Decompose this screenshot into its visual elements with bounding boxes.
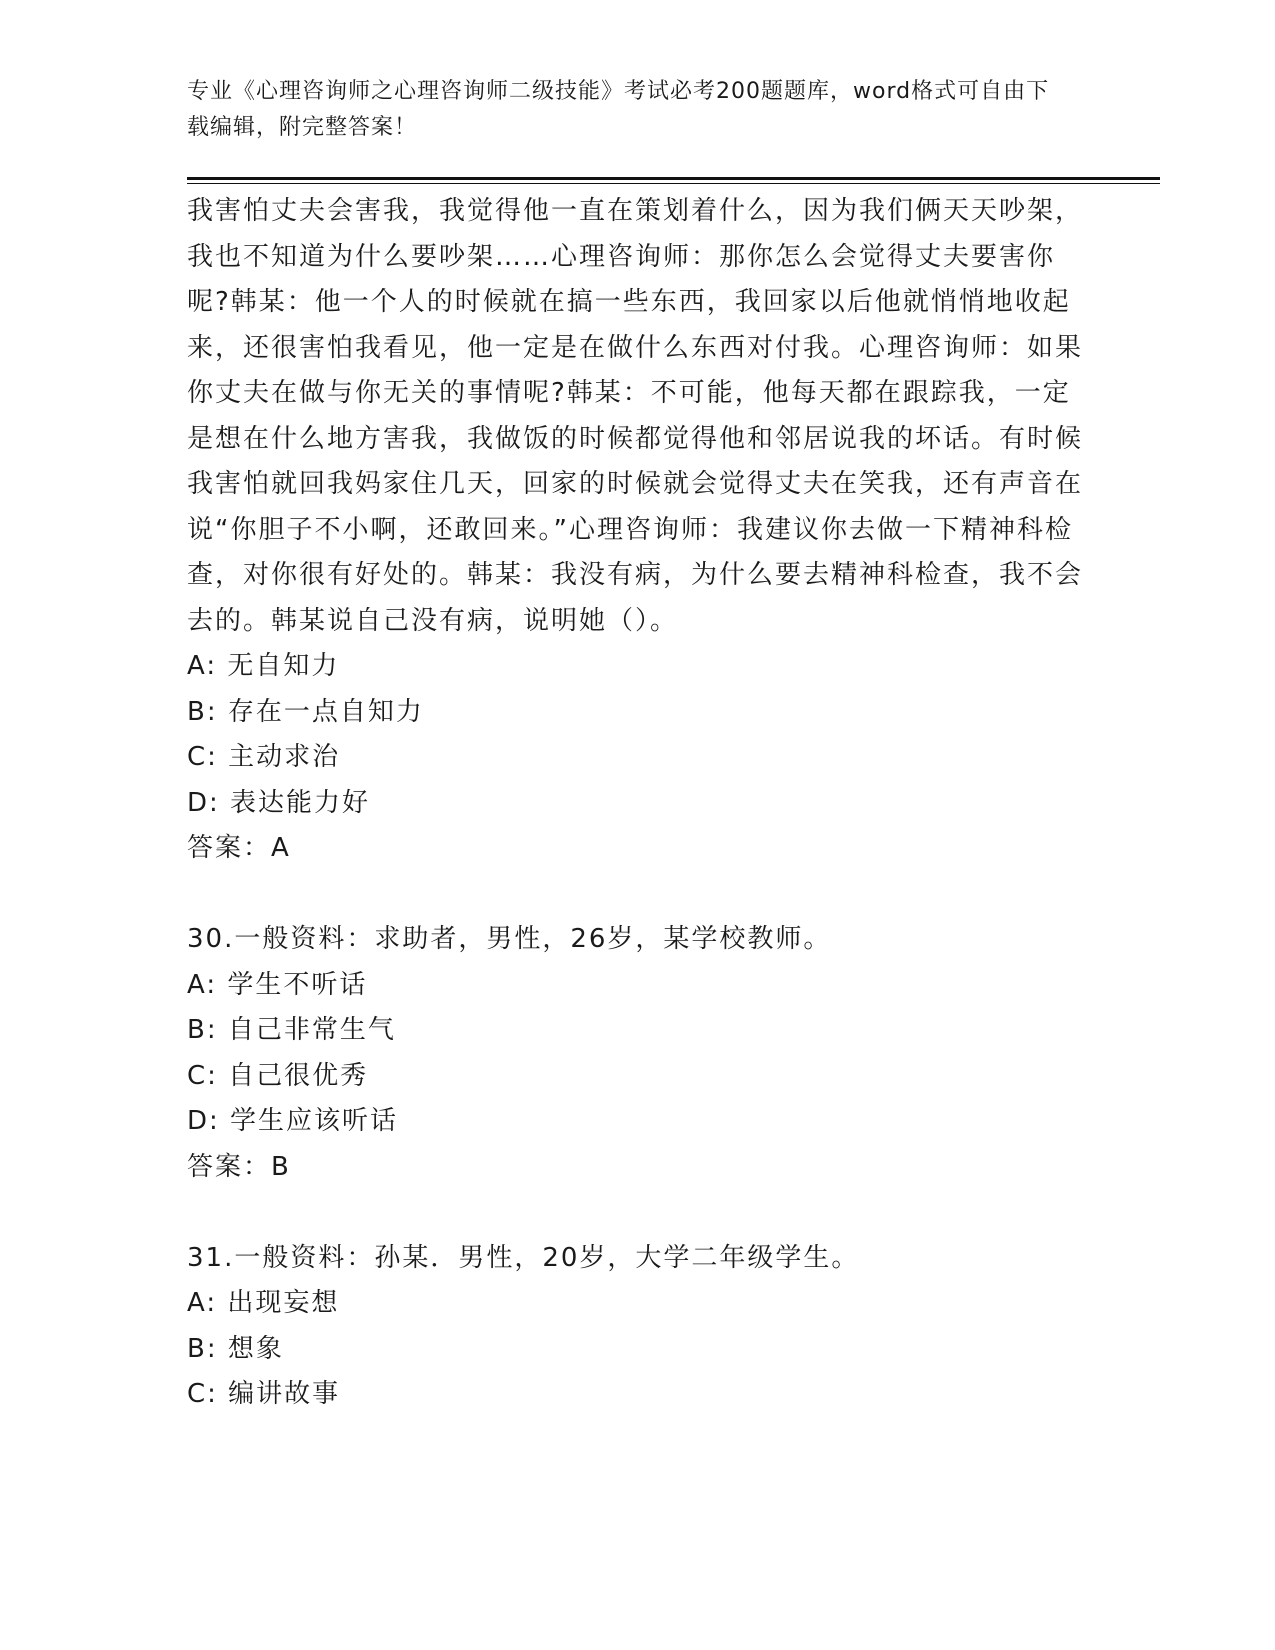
option-a: A: 无自知力 [187,651,340,681]
option-a: A: 出现妄想 [187,1288,340,1318]
document-header: 专业《心理咨询师之心理咨询师二级技能》考试必考200题题库，word格式可自由下载编辑，附完整答案！ [187,79,1050,140]
question-stem: 30.一般资料：求助者，男性，26岁，某学校教师。 [187,924,832,954]
header-divider-thick [187,177,1160,180]
question-stem: 我害怕丈夫会害我，我觉得他一直在策划着什么，因为我们俩天天吵架，我也不知道为什么要吵架……心理咨询师：那你怎么会觉得丈夫要害你呢?韩某：他一个人的时候就在搞一些东西，我回家以后他就悄悄地收起来，还很害怕我看见，他一定是在做什么东西对付我。心理咨询师：如果你丈夫在做与你无关的事情呢?韩某：不可能，他每天都在跟踪我，一定是想在什么地方害我，我做饭的时候都觉得他和邻居说我的坏话。有时候我害怕就回我妈家住几天，回家的时候就会觉得丈夫在笑我，还有声音在说“你胆子不小啊，还敢回来。”心理咨询师：我建议你去做一下精神科检查，对你很有好处的。韩某：我没有病，为什么要去精神科检查，我不会去的。韩某说自己没有病，说明她（）。 [187,196,1084,636]
option-c: C: 主动求治 [187,742,341,772]
option-d: D: 学生应该听话 [187,1106,399,1136]
spacer [187,872,1087,918]
option-a: A: 学生不听话 [187,969,368,1000]
option-c: C: 编讲故事 [187,1379,341,1409]
spacer [187,1190,1087,1236]
header-divider-thin [187,183,1160,184]
option-c: C: 自己很优秀 [187,1060,369,1091]
option-d: D: 表达能力好 [187,787,371,818]
question-stem: 31.一般资料：孙某．男性，20岁，大学二年级学生。 [187,1242,860,1273]
document-body [187,189,1087,1418]
option-b: B: 想象 [187,1333,284,1364]
option-b: B: 存在一点自知力 [187,696,424,727]
answer-line: 答案：B [187,1151,291,1182]
answer-line: 答案：A [187,833,291,863]
option-b: B: 自己非常生气 [187,1015,396,1045]
